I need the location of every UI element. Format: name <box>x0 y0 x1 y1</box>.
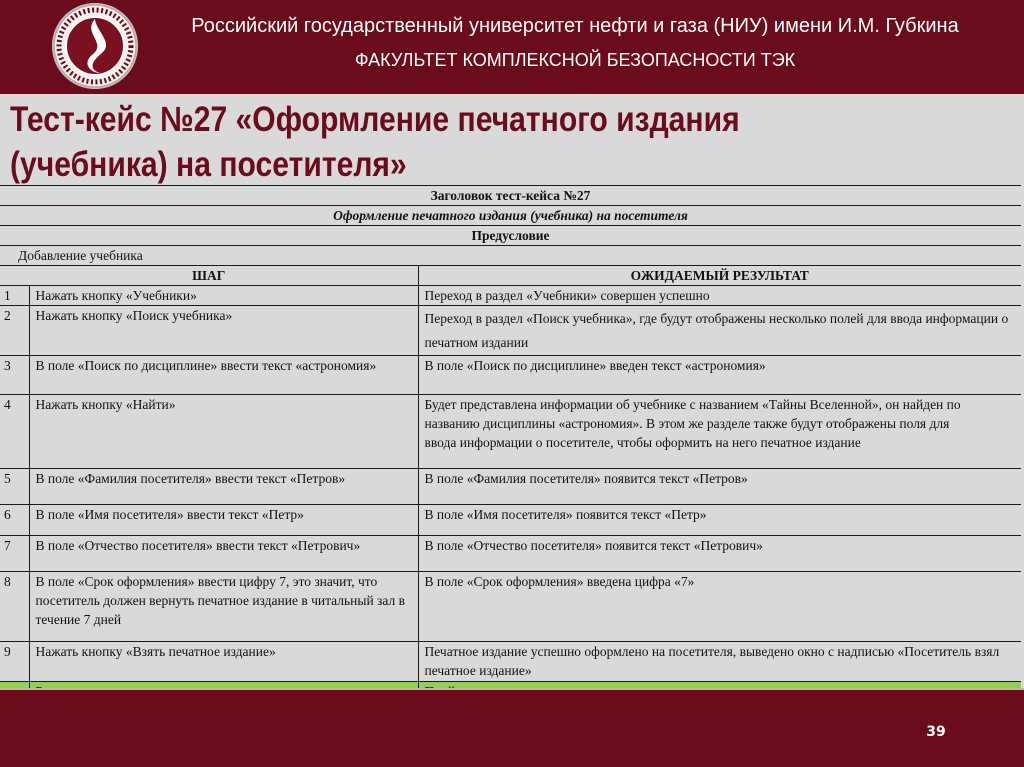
expected-text: Печатное издание успешно оформлено на посетителя, выведено окно с надписью «Посетитель взял печатное издание» <box>418 642 1021 682</box>
step-number: 2 <box>0 306 29 356</box>
table-row <box>0 306 1021 356</box>
column-header-row <box>0 266 1021 286</box>
faculty-name: ФАКУЛЬТЕТ КОМПЛЕКСНОЙ БЕЗОПАСНОСТИ ТЭК <box>354 50 796 70</box>
table-row <box>0 505 1021 536</box>
step-text: Нажать кнопку «Учебники» <box>29 286 418 306</box>
footer-bar <box>0 690 1024 767</box>
step-number: 5 <box>0 469 29 505</box>
step-number: 4 <box>0 395 29 469</box>
slide-title-line1: Тест-кейс №27 «Оформление печатного издания <box>10 100 740 139</box>
column-header-expected: ОЖИДАЕМЫЙ РЕЗУЛЬТАТ <box>418 266 1021 286</box>
table-row <box>0 642 1021 682</box>
slide-title-line2: (учебника) на посетителя» <box>10 145 407 184</box>
step-number: 1 <box>0 286 29 306</box>
expected-text: В поле «Поиск по дисциплине» введен текст «астрономия» <box>418 356 1021 395</box>
test-case-table <box>0 185 1021 702</box>
step-number: 8 <box>0 572 29 642</box>
step-text: В поле «Имя посетителя» ввести текст «Петр» <box>29 505 418 536</box>
expected-text: В поле «Фамилия посетителя» появится текст «Петров» <box>418 469 1021 505</box>
precondition-label: Предусловие <box>0 226 1021 246</box>
table-row <box>0 286 1021 306</box>
step-text: В поле «Фамилия посетителя» ввести текст «Петров» <box>29 469 418 505</box>
table-row <box>0 395 1021 469</box>
expected-text: Будет представлена информации об учебнике с названием «Тайны Вселенной», он найден по названию дисциплины «астрономия». В этом же разделе также будут отображены поля для ввода информации о посетителе, чтобы оформить на него печатное издание <box>418 395 1021 469</box>
table-row <box>0 356 1021 395</box>
expected-text: В поле «Срок оформления» введена цифра «7» <box>418 572 1021 642</box>
expected-text: Переход в раздел «Поиск учебника», где будут отображены несколько полей для ввода информации о печатном издании <box>418 306 1021 356</box>
expected-text: В поле «Отчество посетителя» появится текст «Петрович» <box>418 536 1021 572</box>
step-number: 6 <box>0 505 29 536</box>
precondition-value-row <box>0 246 1021 266</box>
precondition-value: Добавление учебника <box>0 246 1021 266</box>
expected-text: Переход в раздел «Учебники» совершен успешно <box>418 286 1021 306</box>
step-text: В поле «Поиск по дисциплине» ввести текст «астрономия» <box>29 356 418 395</box>
table-row <box>0 572 1021 642</box>
university-logo-icon <box>52 3 138 89</box>
table-heading: Заголовок тест-кейса №27 <box>0 186 1021 206</box>
step-number: 7 <box>0 536 29 572</box>
table-subheading: Оформление печатного издания (учебника) на посетителя <box>0 206 1021 226</box>
slide-title <box>10 97 870 187</box>
step-text: Нажать кнопку «Найти» <box>29 395 418 469</box>
step-text: В поле «Срок оформления» ввести цифру 7, это значит, что посетитель должен вернуть печатное издание в читальный зал в течение 7 дней <box>29 572 418 642</box>
precondition-label-row <box>0 226 1021 246</box>
table-row <box>0 469 1021 505</box>
column-header-step: ШАГ <box>0 266 418 286</box>
header-bar <box>0 0 1024 94</box>
table-subheading-row <box>0 206 1021 226</box>
table-row <box>0 536 1021 572</box>
step-text: Нажать кнопку «Поиск учебника» <box>29 306 418 356</box>
emblem-icon <box>52 3 138 89</box>
page-number: 39 <box>926 724 946 740</box>
university-name: Российский государственный университет нефти и газа (НИУ) имени И.М. Губкина <box>191 15 959 37</box>
step-text: В поле «Отчество посетителя» ввести текст «Петрович» <box>29 536 418 572</box>
table-heading-row <box>0 186 1021 206</box>
step-number: 9 <box>0 642 29 682</box>
step-number: 3 <box>0 356 29 395</box>
step-text: Нажать кнопку «Взять печатное издание» <box>29 642 418 682</box>
header-divider <box>0 94 1024 96</box>
expected-text: В поле «Имя посетителя» появится текст «Петр» <box>418 505 1021 536</box>
